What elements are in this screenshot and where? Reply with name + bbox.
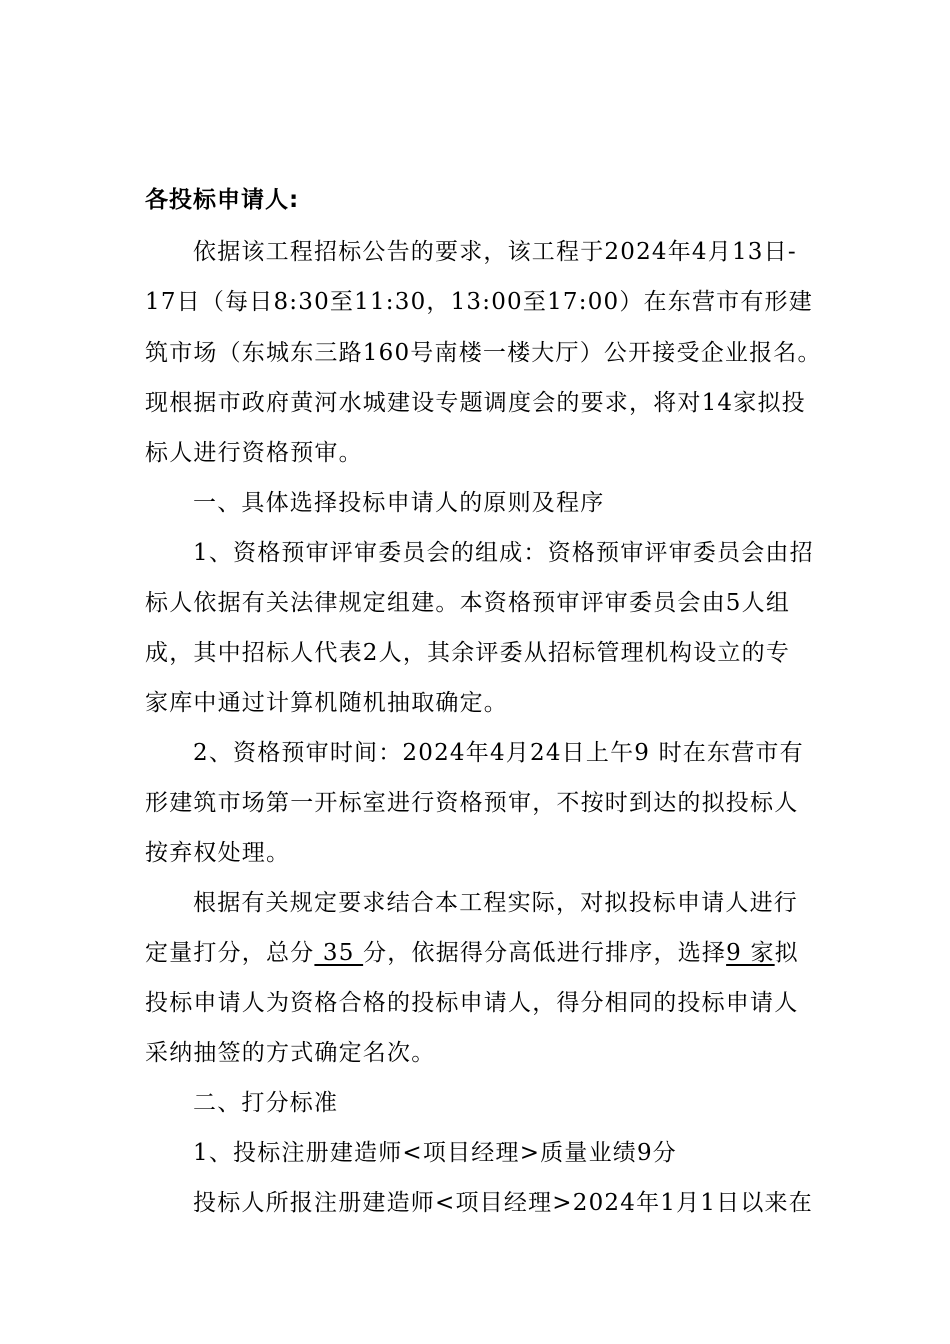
scoring-line-2-text-b: 分，依据得分高低进行排序，选择	[363, 940, 727, 966]
item-one-line-2: 标人依据有关法律规定组建。本资格预审评审委员会由5人组	[145, 590, 791, 616]
scoring-line-2	[145, 938, 950, 968]
intro-line-2: 17日（每日8:30至11:30，13:00至17:00）在东营市有形建	[145, 289, 813, 315]
item-one-line-3: 成，其中招标人代表2人，其余评委从招标管理机构设立的专	[145, 640, 791, 666]
scoring-line-1: 根据有关规定要求结合本工程实际，对拟投标申请人进行	[193, 890, 798, 916]
scoring-line-3: 投标申请人为资格合格的投标申请人，得分相同的投标申请人	[145, 990, 799, 1016]
salutation: 各投标申请人:	[145, 187, 300, 213]
scoring-line-4: 采纳抽签的方式确定名次。	[145, 1040, 436, 1066]
total-score-value: 35	[314, 940, 364, 966]
item-two-line-1: 2、资格预审时间：2024年4月24日上午9 时在东营市有	[193, 740, 804, 766]
item-one-line-4: 家库中通过计算机随机抽取确定。	[145, 690, 508, 716]
intro-line-4: 现根据市政府黄河水城建设专题调度会的要求，将对14家拟投	[145, 390, 806, 416]
item-two-line-2: 形建筑市场第一开标室进行资格预审，不按时到达的拟投标人	[145, 790, 799, 816]
intro-line-3: 筑市场（东城东三路160号南楼一楼大厅）公开接受企业报名。	[145, 340, 822, 366]
scoring-line-2-text-a: 定量打分，总分	[145, 940, 315, 966]
criterion-one-text: 投标人所报注册建造师<项目经理>2024年1月1日以来在	[193, 1190, 813, 1216]
intro-line-1: 依据该工程招标公告的要求，该工程于2024年4月13日-	[193, 239, 797, 265]
section-one-heading: 一、具体选择投标申请人的原则及程序	[193, 490, 605, 516]
intro-line-5: 标人进行资格预审。	[145, 440, 363, 466]
section-two-heading: 二、打分标准	[193, 1090, 339, 1116]
item-two-line-3: 按弃权处理。	[145, 840, 291, 866]
selected-count-value: 9 家	[726, 940, 775, 966]
item-one-line-1: 1、资格预审评审委员会的组成：资格预审评审委员会由招	[193, 540, 814, 566]
criterion-one-heading: 1、投标注册建造师<项目经理>质量业绩9分	[193, 1140, 678, 1166]
scoring-line-2-text-c: 拟	[774, 940, 799, 966]
